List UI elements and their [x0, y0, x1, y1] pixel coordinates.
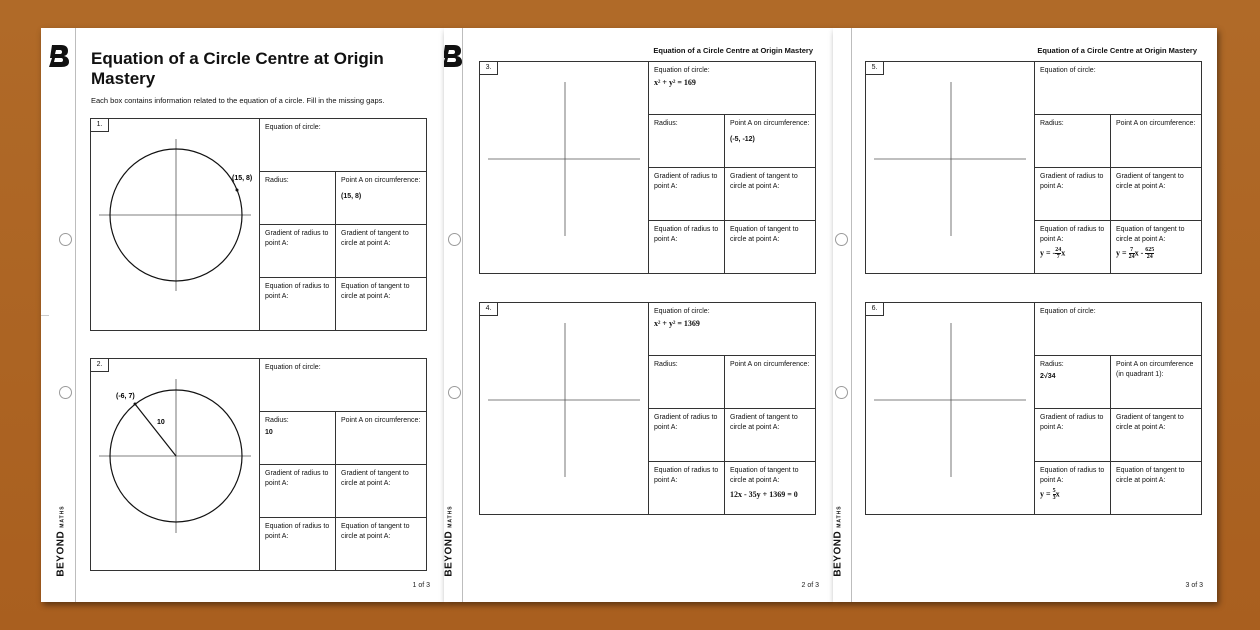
question-number: 1.: [91, 119, 109, 132]
brand-wordmark: BEYONDMATHS: [833, 505, 844, 577]
answer-table: [648, 302, 816, 515]
point-a-cell[interactable]: Point A on circumference (in quadrant 1):: [1111, 356, 1202, 409]
question-box-2: [90, 358, 427, 571]
equation-radius-cell[interactable]: Equation of radius to point A: y = - $\frac{24}{7}$ x: [1035, 221, 1111, 274]
radius-cell[interactable]: Radius:: [649, 115, 725, 168]
point-a-cell[interactable]: Point A on circumference:: [725, 356, 816, 409]
instructions: Each box contains information related to the equation of a circle. Fill in the missing gaps.: [91, 96, 385, 105]
equation-tangent-cell[interactable]: Equation of tangent to circle at point A:: [336, 278, 427, 331]
gradient-tangent-cell[interactable]: Gradient of tangent to circle at point A:: [336, 225, 427, 278]
brand-wordmark: BEYONDMATHS: [444, 505, 455, 577]
running-title: Equation of a Circle Centre at Origin Mastery: [1037, 46, 1197, 55]
equation-radius-cell[interactable]: Equation of radius to point A:: [260, 518, 336, 571]
tangent-equation-value: y = $\frac{7}{24}$ x - $\frac{625}{24}$: [1116, 247, 1155, 260]
worksheet-page-1: [41, 28, 444, 602]
equation-cell[interactable]: Equation of circle:: [260, 359, 427, 412]
beyond-logo-icon: [48, 44, 70, 68]
equation-cell[interactable]: Equation of circle:: [260, 119, 427, 172]
point-a-marker: [236, 189, 239, 192]
gradient-radius-cell[interactable]: Gradient of radius to point A:: [649, 168, 725, 221]
point-a-cell[interactable]: Point A on circumference: (-5, -12): [725, 115, 816, 168]
page-number: 3 of 3: [1185, 582, 1203, 589]
circle-diagram: [91, 359, 259, 570]
answer-table: [1034, 61, 1202, 274]
binding-rail: [444, 28, 463, 602]
equation-radius-cell[interactable]: Equation of radius to point A: y = $\frac{5}{3}$ x: [1035, 462, 1111, 515]
equation-cell[interactable]: Equation of circle: x² + y² = 1369: [649, 303, 816, 356]
question-box-5: [865, 61, 1202, 274]
punch-hole: [59, 386, 72, 399]
equation-tangent-cell[interactable]: Equation of tangent to circle at point A:: [725, 221, 816, 274]
gradient-tangent-cell[interactable]: Gradient of tangent to circle at point A:: [1111, 168, 1202, 221]
gradient-tangent-cell[interactable]: Gradient of tangent to circle at point A:: [336, 465, 427, 518]
question-number: 4.: [480, 303, 498, 316]
equation-radius-cell[interactable]: Equation of radius to point A:: [649, 221, 725, 274]
gradient-tangent-cell[interactable]: Gradient of tangent to circle at point A:: [725, 409, 816, 462]
answer-table: [259, 118, 427, 331]
answer-table: [1034, 302, 1202, 515]
radius-cell[interactable]: Radius: 10: [260, 412, 336, 465]
equation-cell[interactable]: Equation of circle:: [1035, 303, 1202, 356]
question-box-4: [479, 302, 816, 515]
axes-diagram: [480, 62, 648, 273]
question-number: 5.: [866, 62, 884, 75]
equation-tangent-cell[interactable]: Equation of tangent to circle at point A:: [336, 518, 427, 571]
page-title: Equation of a Circle Centre at Origin Mastery: [91, 49, 384, 88]
circle-diagram: [91, 119, 259, 330]
page-number: 1 of 3: [412, 582, 430, 589]
punch-hole: [448, 386, 461, 399]
radius-equation-value: y = $\frac{5}{3}$ x: [1040, 488, 1060, 501]
point-a-label: (15, 8): [232, 175, 253, 182]
question-box-3: [479, 61, 816, 274]
question-box-1: [90, 118, 427, 331]
answer-table: [259, 358, 427, 571]
punch-hole: [448, 233, 461, 246]
punch-hole: [835, 233, 848, 246]
radius-line: [135, 404, 176, 456]
gradient-radius-cell[interactable]: Gradient of radius to point A:: [649, 409, 725, 462]
equation-radius-cell[interactable]: Equation of radius to point A:: [649, 462, 725, 515]
point-a-marker: [134, 403, 137, 406]
running-title: Equation of a Circle Centre at Origin Mastery: [653, 46, 813, 55]
gradient-tangent-cell[interactable]: Gradient of tangent to circle at point A:: [1111, 409, 1202, 462]
page-number: 2 of 3: [801, 582, 819, 589]
point-a-label: (-6, 7): [116, 393, 135, 400]
gradient-tangent-cell[interactable]: Gradient of tangent to circle at point A:: [725, 168, 816, 221]
axes-diagram: [480, 303, 648, 514]
fold-mark: [41, 315, 49, 316]
question-box-6: [865, 302, 1202, 515]
axes-diagram: [866, 303, 1034, 514]
beyond-logo-icon: [444, 44, 463, 68]
question-number: 2.: [91, 359, 109, 372]
equation-tangent-cell[interactable]: Equation of tangent to circle at point A: y = $\frac{7}{24}$ x - $\frac{625}{24}$: [1111, 221, 1202, 274]
answer-table: [648, 61, 816, 274]
equation-radius-cell[interactable]: Equation of radius to point A:: [260, 278, 336, 331]
equation-tangent-cell[interactable]: Equation of tangent to circle at point A:: [1111, 462, 1202, 515]
gradient-radius-cell[interactable]: Gradient of radius to point A:: [1035, 168, 1111, 221]
radius-equation-value: y = - $\frac{24}{7}$ x: [1040, 247, 1066, 260]
question-number: 6.: [866, 303, 884, 316]
point-a-cell[interactable]: Point A on circumference:: [336, 412, 427, 465]
radius-cell[interactable]: Radius: 2√34: [1035, 356, 1111, 409]
gradient-radius-cell[interactable]: Gradient of radius to point A:: [1035, 409, 1111, 462]
radius-cell[interactable]: Radius:: [649, 356, 725, 409]
binding-rail: [833, 28, 852, 602]
radius-cell[interactable]: Radius:: [260, 172, 336, 225]
radius-cell[interactable]: Radius:: [1035, 115, 1111, 168]
point-a-cell[interactable]: Point A on circumference:: [1111, 115, 1202, 168]
equation-tangent-cell[interactable]: Equation of tangent to circle at point A: 12x - 35y + 1369 = 0: [725, 462, 816, 515]
brand-wordmark: BEYONDMATHS: [55, 505, 67, 577]
radius-label: 10: [157, 419, 165, 426]
axes-diagram: [866, 62, 1034, 273]
question-number: 3.: [480, 62, 498, 75]
point-a-cell[interactable]: Point A on circumference: (15, 8): [336, 172, 427, 225]
punch-hole: [59, 233, 72, 246]
worksheet-page-3: [833, 28, 1217, 602]
worksheet-page-2: [444, 28, 833, 602]
equation-cell[interactable]: Equation of circle: x² + y² = 169: [649, 62, 816, 115]
equation-cell[interactable]: Equation of circle:: [1035, 62, 1202, 115]
gradient-radius-cell[interactable]: Gradient of radius to point A:: [260, 225, 336, 278]
gradient-radius-cell[interactable]: Gradient of radius to point A:: [260, 465, 336, 518]
punch-hole: [835, 386, 848, 399]
